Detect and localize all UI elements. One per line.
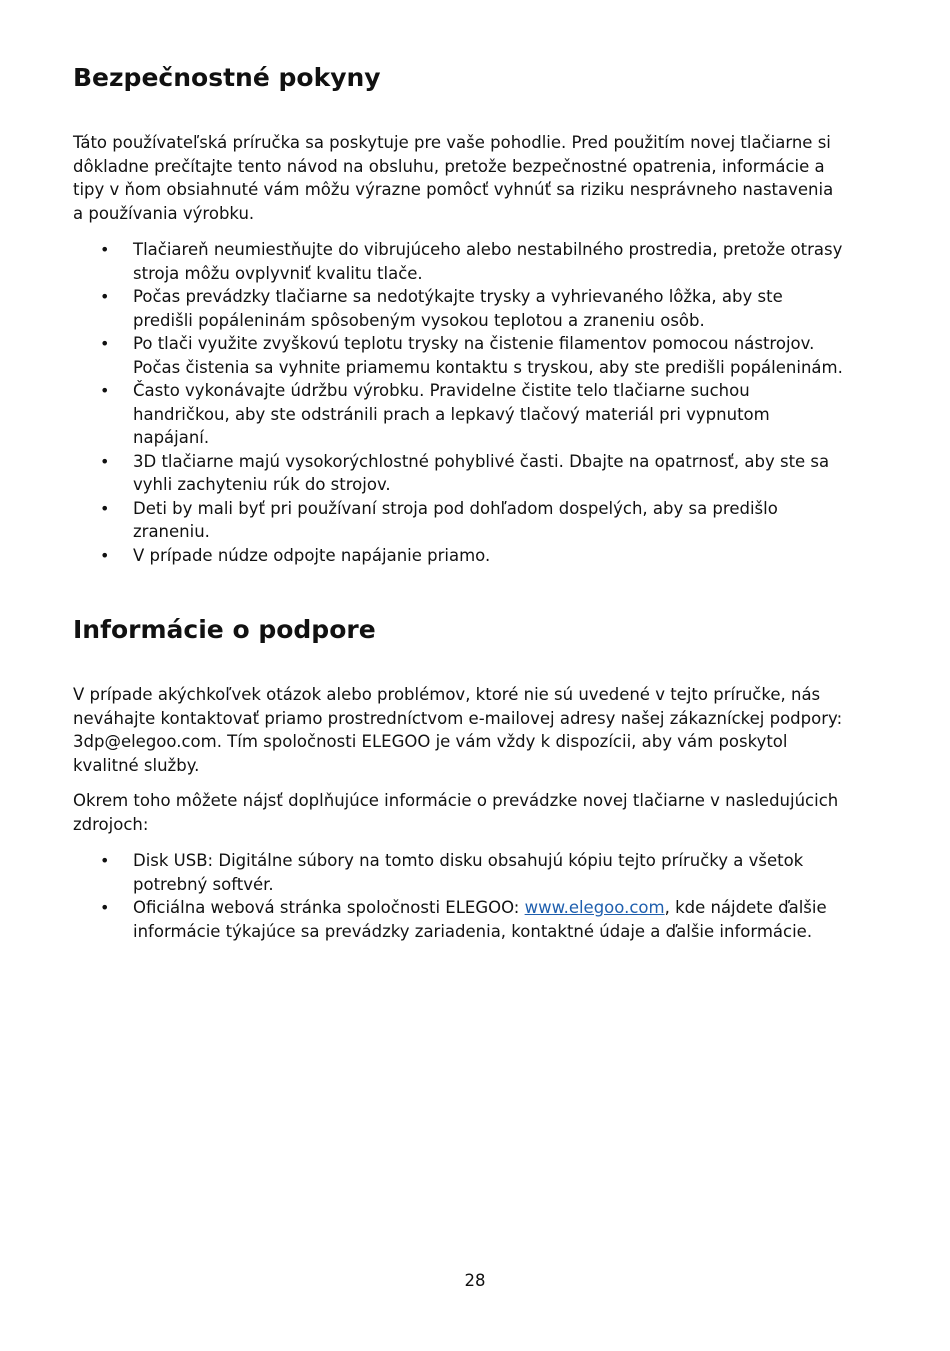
safety-bullet-list — [73, 238, 843, 567]
bullet-icon: • — [100, 381, 110, 400]
list-item — [73, 238, 843, 285]
list-item-text-prefix: Oficiálna webová stránka spoločnosti ELEGOO: — [133, 898, 525, 917]
website-link[interactable]: www.elegoo.com — [524, 898, 665, 917]
list-item-text: Po tlači využite zvyškovú teplotu trysky na čistenie filamentov pomocou nástrojov. Počas čistenia sa vyhnite priamemu kontaktu s tryskou, aby ste predišli popáleninám. — [133, 334, 843, 377]
list-item — [73, 849, 843, 896]
page-number: 28 — [464, 1271, 486, 1290]
bullet-icon: • — [100, 451, 110, 471]
list-item-text: 3D tlačiarne majú vysokorýchlostné pohyblivé časti. Dbajte na opatrnosť, aby ste sa vyhli zachyteniu rúk do strojov. — [133, 451, 830, 494]
list-item-text: Počas prevádzky tlačiarne sa nedotýkajte trysky a vyhrievaného lôžka, aby ste predišli popáleninám spôsobeným vysokou teplotou a zraneniu osôb. — [133, 287, 783, 330]
bullet-icon: • — [100, 851, 110, 870]
list-item — [73, 896, 843, 943]
list-item — [73, 497, 843, 544]
list-item-text-suffix: , kde nájdete ďalšie informácie týkajúce sa prevádzky zariadenia, kontaktné údaje a ďalšie informácie. — [133, 898, 827, 941]
bullet-icon: • — [100, 334, 110, 353]
safety-intro-paragraph: Táto používateľská príručka sa poskytuje pre vaše pohodlie. Pred použitím novej tlačiarne si dôkladne prečítajte tento návod na obsluhu, pretože bezpečnostné opatrenia, informácie a tipy v ňom obsiahnuté vám môžu výrazne pomôcť vyhnúť sa riziku nesprávneho nastavenia a používania výrobku. — [73, 133, 834, 223]
list-item-text: Disk USB: Digitálne súbory na tomto disku obsahujú kópiu tejto príručky a všetok potrebný softvér. — [133, 851, 804, 894]
list-item — [73, 285, 843, 332]
bullet-icon: • — [100, 498, 110, 518]
section-heading-support: Informácie o podpore — [73, 615, 376, 644]
bullet-icon: • — [100, 545, 110, 565]
list-item — [73, 332, 843, 379]
bullet-icon: • — [100, 898, 110, 917]
list-item — [73, 544, 843, 568]
list-item-text: Často vykonávajte údržbu výrobku. Pravidelne čistite telo tlačiarne suchou handričkou, aby ste odstránili prach a lepkavý tlačový materiál pri vypnutom napájaní. — [133, 381, 770, 447]
list-item-text: Deti by mali byť pri používaní stroja pod dohľadom dospelých, aby sa predišlo zraneniu. — [133, 498, 778, 541]
list-item — [73, 450, 843, 497]
list-item-text: Tlačiareň neumiestňujte do vibrujúceho alebo nestabilného prostredia, pretože otrasy stroja môžu ovplyvniť kvalitu tlače. — [133, 240, 843, 283]
bullet-icon: • — [100, 287, 110, 306]
support-resources-paragraph: Okrem toho môžete nájsť doplňujúce informácie o prevádzke novej tlačiarne v nasledujúcich zdrojoch: — [73, 791, 839, 834]
list-item-text: V prípade núdze odpojte napájanie priamo. — [133, 545, 491, 565]
support-contact-paragraph: V prípade akýchkoľvek otázok alebo problémov, ktoré nie sú uvedené v tejto príručke, nás neváhajte kontaktovať priamo prostredníctvom e-mailovej adresy našej zákazníckej podpory: 3dp@elegoo.com. Tím spoločnosti ELEGOO je vám vždy k dispozícii, aby vám poskytol kvalitné služby. — [73, 685, 843, 775]
list-item — [73, 379, 843, 450]
section-heading-safety: Bezpečnostné pokyny — [73, 63, 381, 92]
bullet-icon: • — [100, 240, 110, 259]
support-bullet-list — [73, 849, 843, 943]
